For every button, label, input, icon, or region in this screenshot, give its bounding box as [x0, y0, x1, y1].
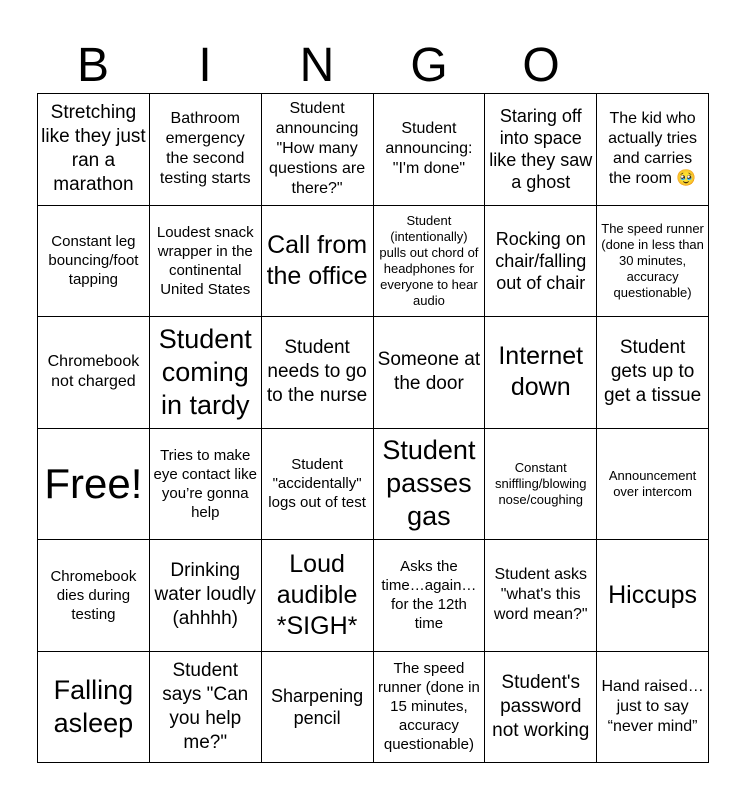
bingo-cell[interactable]: [150, 429, 262, 541]
bingo-cell[interactable]: [485, 540, 597, 652]
cell-text: Student coming in tardy: [158, 323, 252, 420]
cell-text: Internet down: [498, 342, 584, 402]
cell-text: Student asks "what's this word mean?": [493, 566, 588, 624]
cell-text: Falling asleep: [53, 674, 134, 738]
cell-text: Asks the time…again…for the 12th time: [381, 558, 477, 633]
bingo-cell[interactable]: [262, 206, 374, 318]
cell-text: Student "accidentally" logs out of test: [268, 456, 366, 512]
bingo-cell[interactable]: [597, 540, 709, 652]
bingo-cell[interactable]: [597, 317, 709, 429]
cell-text: Bathroom emergency the second testing starts: [159, 110, 251, 188]
cell-text: Student announcing "How many questions are there?": [269, 100, 366, 198]
cell-text: Rocking on chair/falling out of chair: [495, 228, 587, 293]
bingo-cell[interactable]: [262, 429, 374, 541]
cell-text: Hiccups: [608, 580, 698, 609]
cell-text: Staring off into space like they saw a ghost: [489, 106, 593, 193]
bingo-cell[interactable]: [374, 540, 486, 652]
cell-text: Chromebook dies during testing: [50, 567, 137, 623]
cell-text: Tries to make eye contact like you’re gonna help: [153, 446, 257, 521]
bingo-cell[interactable]: [374, 429, 486, 541]
bingo-cell[interactable]: [38, 206, 150, 318]
bingo-cell[interactable]: [38, 652, 150, 764]
bingo-cell[interactable]: [38, 540, 150, 652]
cell-text: Free!: [44, 459, 143, 507]
cell-text: Student passes gas: [382, 435, 476, 532]
header-letter-g: G: [410, 39, 448, 92]
bingo-cell[interactable]: [485, 94, 597, 206]
bingo-cell[interactable]: [374, 94, 486, 206]
bingo-header: [37, 38, 709, 94]
cell-text: Drinking water loudly (ahhhh): [154, 560, 256, 630]
cell-text: The speed runner (done in less than 30 minutes, accuracy questionable): [601, 220, 704, 300]
free-space[interactable]: [38, 429, 150, 541]
bingo-cell[interactable]: [150, 206, 262, 318]
bingo-cell[interactable]: [150, 317, 262, 429]
bingo-card: [37, 93, 709, 763]
bingo-cell[interactable]: [38, 94, 150, 206]
bingo-cell[interactable]: [485, 652, 597, 764]
header-letter-o: O: [522, 39, 560, 92]
bingo-cell[interactable]: [485, 317, 597, 429]
cell-text: Sharpening pencil: [271, 685, 364, 728]
bingo-cell[interactable]: [597, 94, 709, 206]
bingo-cell[interactable]: [597, 429, 709, 541]
cell-text: Constant sniffling/blowing nose/coughing: [494, 459, 587, 507]
bingo-cell[interactable]: [374, 206, 486, 318]
bingo-cell[interactable]: [262, 540, 374, 652]
bingo-cell[interactable]: [485, 429, 597, 541]
bingo-cell[interactable]: [150, 94, 262, 206]
cell-text: Loud audible *SIGH*: [276, 549, 358, 640]
header-letter-b: B: [76, 39, 109, 92]
cell-text: Constant leg bouncing/foot tapping: [48, 233, 139, 289]
bingo-cell[interactable]: [597, 206, 709, 318]
cell-text: The kid who actually tries and carries the room 🥹: [608, 110, 698, 188]
bingo-cell[interactable]: [150, 540, 262, 652]
cell-text: Chromebook not charged: [47, 353, 140, 391]
cell-text: Call from the office: [266, 230, 368, 290]
cell-text: Student says "Can you help me?": [162, 659, 249, 753]
bingo-cell[interactable]: [597, 652, 709, 764]
bingo-cell[interactable]: [38, 317, 150, 429]
header-letter-i: I: [198, 39, 212, 92]
cell-text: Stretching like they just ran a marathon: [41, 102, 146, 196]
cell-text: Student (intentionally) pulls out chord of headphones for everyone to hear audio: [379, 212, 479, 308]
cell-text: Student needs to go to the nurse: [266, 337, 368, 407]
cell-text: Student gets up to get a tissue: [603, 337, 702, 407]
bingo-cell[interactable]: [485, 206, 597, 318]
cell-text: Loudest snack wrapper in the continental United States: [156, 223, 254, 298]
cell-text: Announcement over intercom: [608, 467, 697, 499]
cell-text: Student's password not working: [492, 671, 590, 741]
bingo-cell[interactable]: [374, 317, 486, 429]
bingo-cell[interactable]: [262, 317, 374, 429]
cell-text: Hand raised…just to say “never mind”: [601, 677, 704, 735]
cell-text: The speed runner (done in 15 minutes, accuracy questionable): [378, 660, 480, 754]
bingo-cell[interactable]: [374, 652, 486, 764]
bingo-cell[interactable]: [262, 94, 374, 206]
bingo-cell[interactable]: [150, 652, 262, 764]
bingo-cell[interactable]: [262, 652, 374, 764]
cell-text: Student announcing: "I'm done": [385, 120, 473, 178]
header-letter-n: N: [299, 39, 335, 92]
cell-text: Someone at the door: [377, 349, 481, 395]
